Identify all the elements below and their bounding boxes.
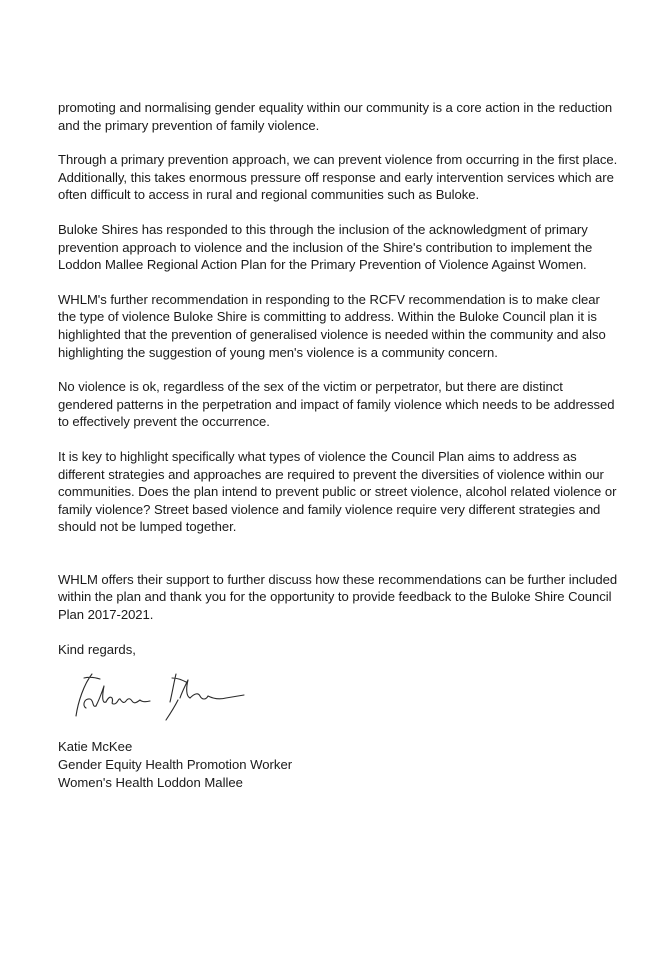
closing-salutation: Kind regards, [58,641,136,657]
signatory-title: Gender Equity Health Promotion Worker [58,757,293,773]
paragraph-gendered-patterns: No violence is ok, regardless of the sex of the victim or perpetrator, but there are distinct gendered patterns in the perpetration and impact of family violence which needs to be addressed to effectively prevent the occurrence. [58,379,615,430]
paragraph-whlm-recommendation: WHLM's further recommendation in responding to the RCFV recommendation is to make clear the type of violence Buloke Shire is committing to address. Within the Buloke Council plan it is highlighted that the prevention of generalised violence is needed within the community and also highlighting the suggestion of young men's violence is a community concern. [58,291,606,360]
paragraph-support-offer: WHLM offers their support to further discuss how these recommendations can be further included within the plan and thank you for the opportunity to provide feedback to the Buloke Shire Council Plan 2017-2021. [58,571,618,623]
signature-block [58,738,618,792]
handwritten-signature [62,668,252,724]
paragraph-violence-types: It is key to highlight specifically what types of violence the Council Plan aims to address as different strategies and approaches are required to prevent the diversities of violence within our communities. Does the plan intend to prevent public or street violence, alcohol related violence or family violence? Street based violence and family violence require very different strategies and should not be lumped together. [58,448,617,535]
signatory-organisation: Women's Health Loddon Mallee [58,775,243,791]
paragraph-primary-prevention: Through a primary prevention approach, we can prevent violence from occurring in the first place. Additionally, this takes enormous pressure off response and early intervention services which are often difficult to access in rural and regional communities such as Buloke. [58,152,618,203]
signatory-name: Katie McKee [58,739,133,755]
paragraph-gender-equality: promoting and normalising gender equality within our community is a core action in the reduction and the primary prevention of family violence. [58,100,613,133]
letter-body [58,99,618,792]
paragraph-buloke-response: Buloke Shires has responded to this through the inclusion of the acknowledgment of primary prevention approach to violence and the inclusion of the Shire's contribution to implement the Loddon Mallee Regional Action Plan for the Primary Prevention of Violence Against Women. [58,221,593,273]
